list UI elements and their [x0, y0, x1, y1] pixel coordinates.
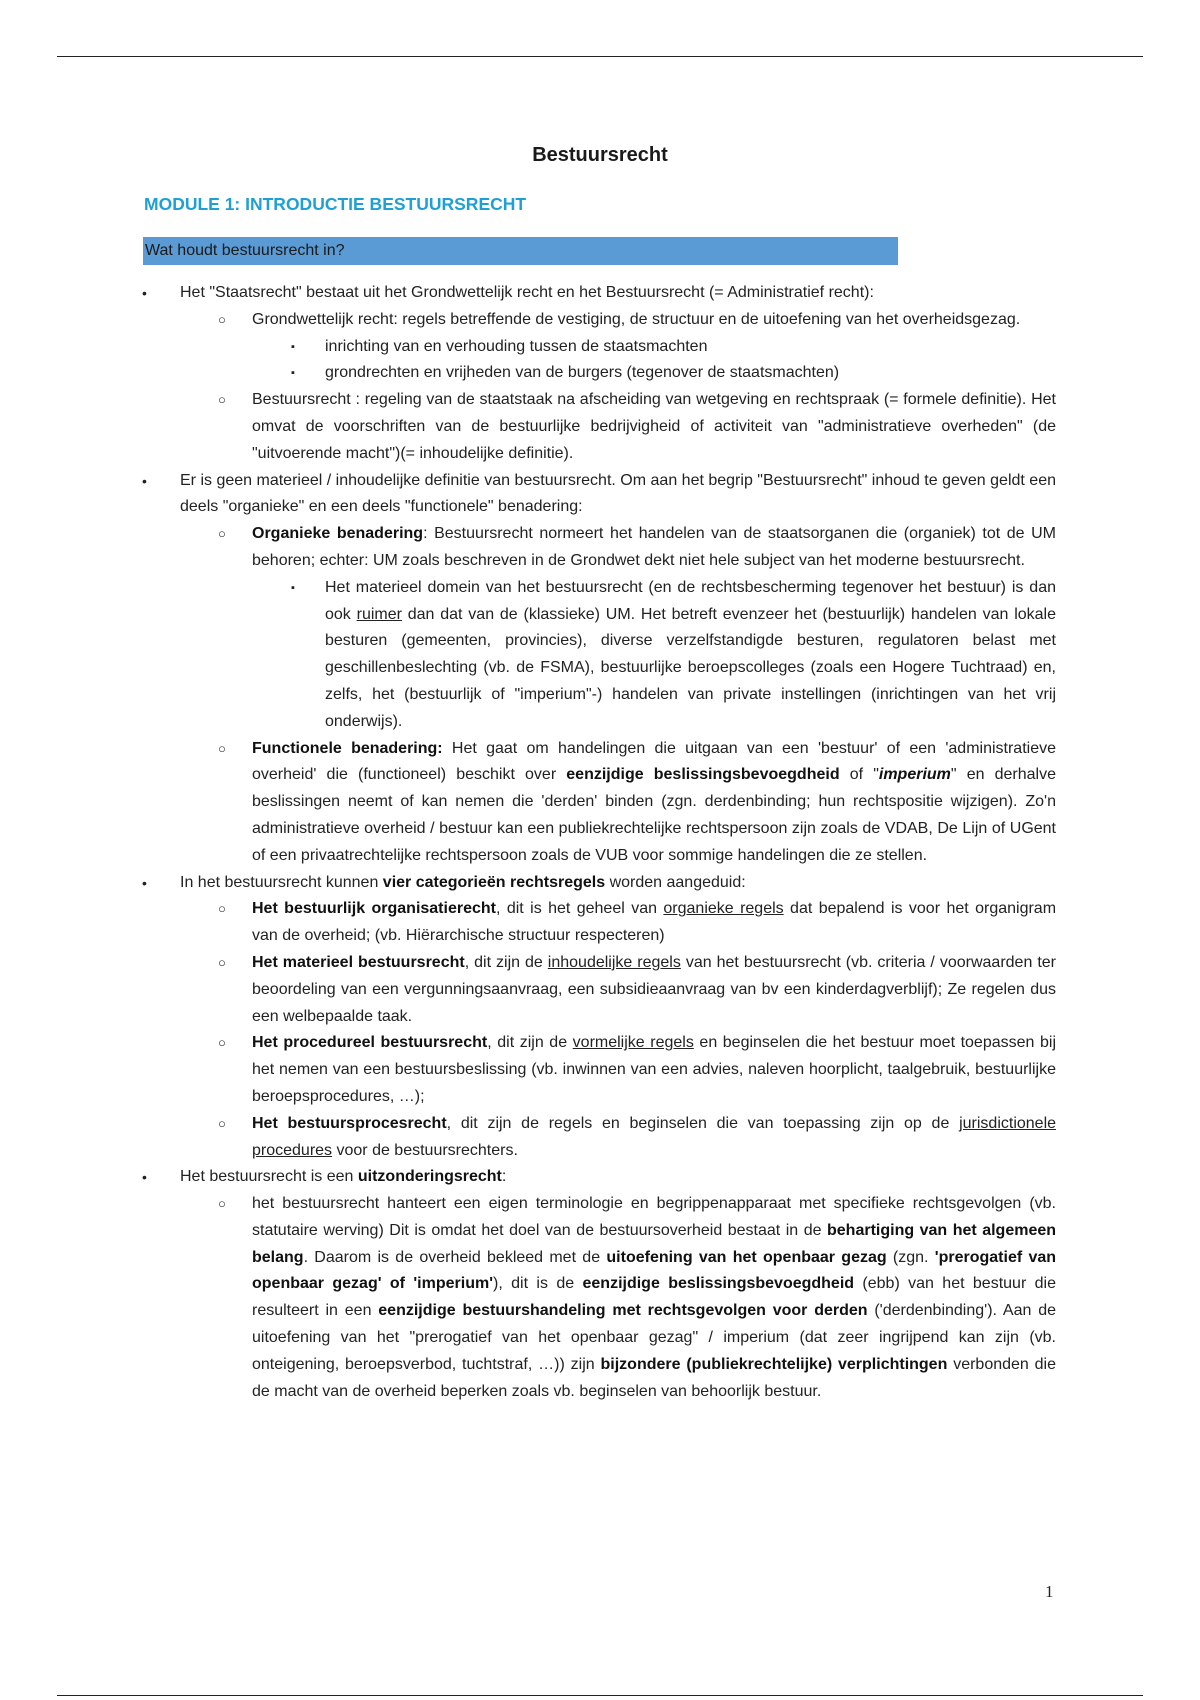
list-item: ○ Het procedureel bestuursrecht, dit zijn de vormelijke regels en beginselen die het bestuur moet toepassen bij het nemen van een bestuursbeslissing (vb. inwinnen van een advies, naleven hoorplicht, taalgebruik, bestuurlijke beroepsprocedures, …);: [0, 1030, 1056, 1110]
bullet-icon: •: [142, 285, 147, 301]
list-item: ○ Bestuursrecht : regeling van de staatstaak na afscheiding van wetgeving en rechtspraak (= formele definitie). Het omvat de voorschriften van de bestuurlijke bedrijvigheid of activiteit van "administratieve overheden" (de "uitvoerende macht")(= inhoudelijke definitie).: [0, 387, 1056, 467]
list-item: ○ Grondwettelijk recht: regels betreffende de vestiging, de structuur en de uitoefening van het overheidsgezag.: [0, 307, 1056, 334]
square-bullet-icon: ▪: [291, 367, 295, 380]
circle-bullet-icon: ○: [218, 740, 226, 756]
header-rule: [57, 56, 1143, 57]
section-heading: Wat houdt bestuursrecht in?: [143, 237, 898, 265]
list-item: ▪ inrichting van en verhouding tussen de staatsmachten: [0, 334, 1056, 361]
list-item: ○ het bestuursrecht hanteert een eigen terminologie en begrippenapparaat met specifieke rechtsgevolgen (vb. statutaire werving) Dit is omdat het doel van de bestuursoverheid bestaat in de behartiging van het algemeen belang. Daarom is de overheid bekleed met de uitoefening van het openbaar gezag (zgn. 'prerogatief van openbaar gezag' of 'imperium'), dit is de eenzijdige beslissingsbevoegdheid (ebb) van het bestuur die resulteert in een eenzijdige bestuurshandeling met rechtsgevolgen voor derden ('derdenbinding'). Aan de uitoefening van het "prerogatief van het openbaar gezag" / imperium (dat zeer ingrijpend kan zijn (vb. onteigening, beroepsverbod, tuchtstraf, …)) zijn bijzondere (publiekrechtelijke) verplichtingen verbonden die de macht van de overheid beperken zoals vb. beginselen van behoorlijk bestuur.: [0, 1191, 1056, 1405]
list-item: ○ Het bestuursprocesrecht, dit zijn de regels en beginselen die van toepassing zijn op de jurisdictionele procedures voor de bestuursrechters.: [0, 1111, 1056, 1165]
circle-bullet-icon: ○: [218, 392, 226, 408]
list-item: • Het "Staatsrecht" bestaat uit het Grondwettelijk recht en het Bestuursrecht (= Administratief recht):: [0, 280, 1056, 307]
document-body: [0, 280, 1200, 1405]
list-item: • Er is geen materieel / inhoudelijke definitie van bestuursrecht. Om aan het begrip "Bestuursrecht" inhoud te geven geldt een deels "organieke" en een deels "functionele" benadering:: [0, 468, 1056, 522]
circle-bullet-icon: ○: [218, 901, 226, 917]
circle-bullet-icon: ○: [218, 1196, 226, 1212]
circle-bullet-icon: ○: [218, 1035, 226, 1051]
list-item: ○ Functionele benadering: Het gaat om handelingen die uitgaan van een 'bestuur' of een 'administratieve overheid' die (functioneel) beschikt over eenzijdige beslissingsbevoegdheid of "imperium" en derhalve beslissingen neemt of kan nemen die 'derden' binden (zgn. derdenbinding; hun rechtspositie wijzigen). Zo'n administratieve overheid / bestuur kan een publiekrechtelijke rechtspersoon zijn zoals de VDAB, De Lijn of UGent of een privaatrechtelijke rechtspersoon zoals de VUB voor sommige handelingen die ze stellen.: [0, 736, 1056, 870]
circle-bullet-icon: ○: [218, 1115, 226, 1131]
square-bullet-icon: ▪: [291, 340, 295, 353]
list-item: ○ Het materieel bestuursrecht, dit zijn de inhoudelijke regels van het bestuursrecht (vb. criteria / voorwaarden ter beoordeling van een vergunningsaanvraag, een subsidieaanvraag van bv een kinderdagverblijf); Ze regelen dus een welbepaalde taak.: [0, 950, 1056, 1030]
bullet-icon: •: [142, 1169, 147, 1186]
footer-rule: [57, 1695, 1143, 1696]
page-number: 1: [1045, 1582, 1054, 1601]
bullet-icon: •: [142, 874, 147, 891]
list-item: ○ Het bestuurlijk organisatierecht, dit is het geheel van organieke regels dat bepalend is voor het organigram van de overheid; (vb. Hiërarchische structuur respecteren): [0, 896, 1056, 950]
circle-bullet-icon: ○: [218, 311, 226, 327]
list-item: ○ Organieke benadering: Bestuursrecht normeert het handelen van de staatsorganen die (organiek) tot de UM behoren; echter: UM zoals beschreven in de Grondwet dekt niet hele subject van het moderne bestuursrecht.: [0, 521, 1056, 575]
circle-bullet-icon: ○: [218, 526, 226, 542]
list-item: ▪ Het materieel domein van het bestuursrecht (en de rechtsbescherming tegenover het bestuur) is dan ook ruimer dan dat van de (klassieke) UM. Het betreft evenzeer het (bestuurlijk) handelen van lokale besturen (gemeenten, provincies), diverse verzelfstandigde besturen, regulatoren belast met geschillenbeslechting (vb. de FSMA), bestuurlijke beroepscolleges (zoals een Hogere Tuchtraad) en, zelfs, het (bestuurlijk of "imperium"-) handelen van private instellingen (inrichtingen van het vrij onderwijs).: [0, 575, 1056, 736]
module-heading: MODULE 1: INTRODUCTIE BESTUURSRECHT: [144, 194, 527, 214]
list-item: • Het bestuursrecht is een uitzonderingsrecht:: [0, 1164, 1056, 1191]
list-item: • In het bestuursrecht kunnen vier categorieën rechtsregels worden aangeduid:: [0, 870, 1056, 897]
bullet-icon: •: [142, 472, 147, 489]
document-title: Bestuursrecht: [532, 144, 668, 166]
list-item: ▪ grondrechten en vrijheden van de burgers (tegenover de staatsmachten): [0, 360, 1056, 387]
square-bullet-icon: ▪: [291, 581, 295, 594]
circle-bullet-icon: ○: [218, 954, 226, 970]
